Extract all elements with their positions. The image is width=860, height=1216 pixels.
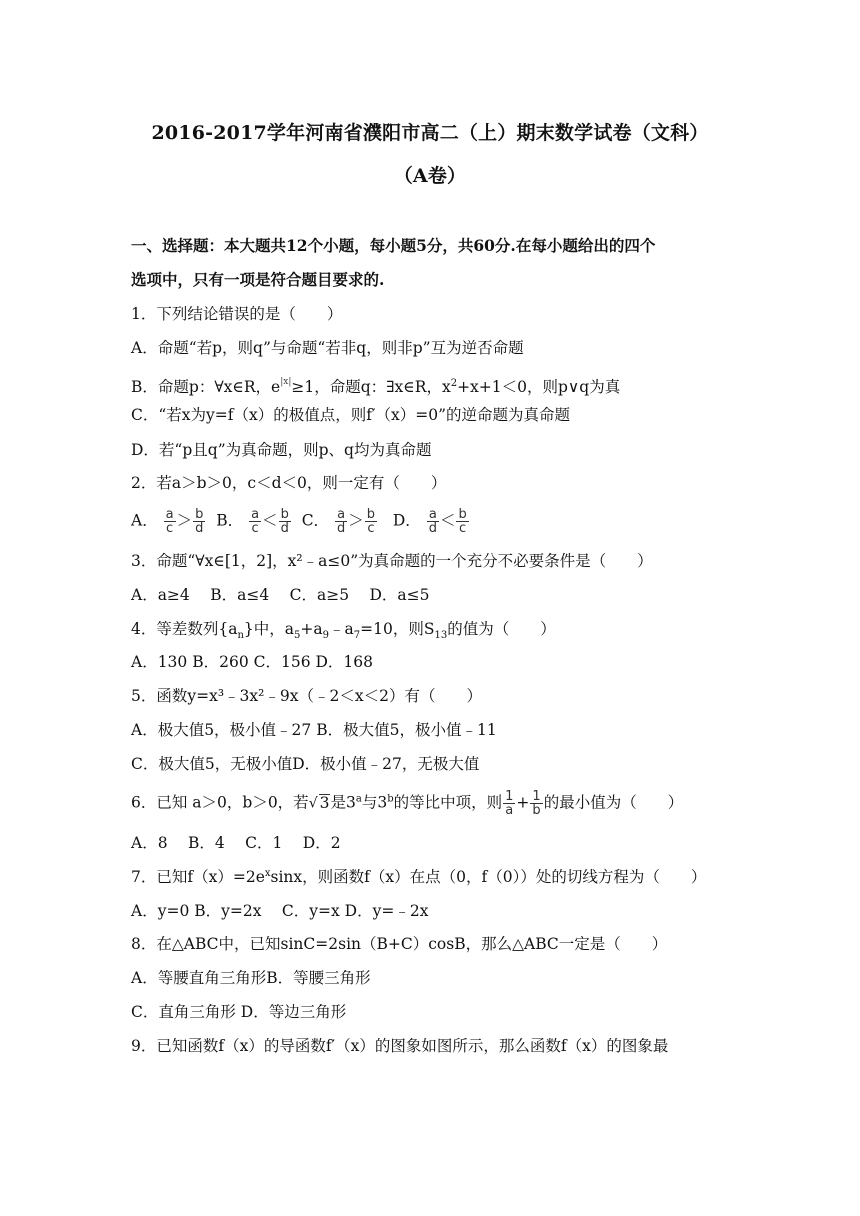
q1-b-text-2: ≥1，命题q：∃x∈R，x bbox=[291, 378, 451, 396]
q7-text-2: sinx，则函数f（x）在点（0，f（0））处的切线方程为（ ） bbox=[270, 868, 707, 886]
denominator: a bbox=[505, 803, 514, 818]
q4-sub-9: 9 bbox=[322, 630, 330, 642]
q6-text-5: 的最小值为（ ） bbox=[543, 793, 684, 812]
numerator: a bbox=[337, 507, 346, 522]
numerator: b bbox=[280, 507, 289, 522]
numerator: a bbox=[251, 507, 260, 522]
q2-stem: 2．若a＞b＞0，c＜d＜0，则一定有（ ） bbox=[131, 474, 447, 492]
denominator: b bbox=[532, 803, 541, 818]
q1-b-text-1: B．命题p：∀x∈R，e bbox=[131, 378, 281, 396]
denominator: c bbox=[166, 521, 174, 536]
q1-b-abs-exponent: |x| bbox=[280, 377, 292, 387]
q5-stem: 5．函数y=x³﹣3x²﹣9x（﹣2＜x＜2）有（ ） bbox=[131, 687, 482, 705]
denominator: c bbox=[367, 521, 375, 536]
denominator: d bbox=[337, 521, 346, 536]
fraction-b-over-c bbox=[365, 508, 377, 535]
q5-options-ab: A．极大值5，极小值﹣27 B．极大值5，极小值﹣11 bbox=[131, 721, 497, 739]
numerator: a bbox=[165, 507, 174, 522]
q1-b-sup: 2 bbox=[450, 377, 458, 389]
numerator: b bbox=[458, 507, 467, 522]
q4-sub-n: n bbox=[237, 630, 244, 642]
q1-option-c: C．“若x为y=f（x）的极值点，则f′（x）=0”的逆命题为真命题 bbox=[131, 406, 571, 424]
q4-sub-13: 13 bbox=[434, 630, 448, 642]
q2-options bbox=[131, 508, 470, 535]
fraction-a-over-d bbox=[427, 508, 439, 535]
q2-a-relation: ＞ bbox=[176, 511, 193, 530]
q6-text-1: 6．已知 a＞0，b＞0，若 bbox=[131, 793, 309, 812]
section-heading-2: 选项中，只有一项是符合题目要求的. bbox=[131, 270, 385, 289]
fraction-a-over-c bbox=[249, 508, 261, 535]
denominator: d bbox=[428, 521, 437, 536]
q4-text-2: }中，a bbox=[243, 620, 295, 638]
fraction-a-over-d bbox=[335, 508, 347, 535]
sqrt-icon: √ bbox=[308, 795, 318, 812]
q4-sub-5: 5 bbox=[294, 630, 301, 642]
q6-plus: + bbox=[516, 793, 530, 812]
q9-stem: 9．已知函数f（x）的导函数f′（x）的图象如图所示，那么函数f（x）的图象最 bbox=[131, 1037, 669, 1055]
q6-text-2: 是3 bbox=[330, 793, 356, 812]
q6-text-3: 与3 bbox=[361, 793, 388, 812]
q6-sqrt-value: 3 bbox=[319, 793, 330, 812]
q6-sup-a: a bbox=[355, 793, 362, 805]
q1-option-b bbox=[131, 372, 620, 397]
q2-label-d: D． bbox=[392, 511, 421, 530]
q8-options-cd: C．直角三角形 D．等边三角形 bbox=[131, 1003, 347, 1021]
q2-label-c: C． bbox=[301, 511, 330, 530]
q3-options: A．a≥4 B．a≤4 C．a≥5 D．a≤5 bbox=[131, 586, 430, 604]
q4-text-4: ﹣a bbox=[329, 620, 354, 638]
q1-option-d: D．若“p且q”为真命题，则p、q均为真命题 bbox=[131, 441, 432, 459]
q1-stem: 1．下列结论错误的是（ ） bbox=[131, 305, 343, 323]
fraction-one-over-b bbox=[530, 790, 542, 817]
q7-sup-x: x bbox=[264, 867, 271, 879]
exam-title-line1: 2016-2017学年河南省濮阳市高二（上）期末数学试卷（文科） bbox=[151, 122, 709, 144]
q2-b-relation: ＜ bbox=[262, 511, 278, 530]
q4-text-6: 的值为（ ） bbox=[447, 620, 556, 638]
q4-text-1: 4．等差数列{a bbox=[131, 620, 238, 638]
denominator: d bbox=[280, 521, 289, 536]
numerator: 1 bbox=[505, 789, 514, 804]
fraction-b-over-c bbox=[456, 508, 468, 535]
numerator: 1 bbox=[532, 789, 541, 804]
q4-options: A．130 B．260 C．156 D．168 bbox=[131, 653, 373, 671]
denominator: c bbox=[251, 521, 259, 536]
q4-text-3: +a bbox=[300, 620, 323, 638]
q2-c-relation: ＞ bbox=[348, 511, 364, 530]
fraction-b-over-d bbox=[193, 508, 205, 535]
numerator: b bbox=[366, 507, 376, 522]
fraction-a-over-c bbox=[164, 508, 176, 535]
exam-title-line2: （A卷） bbox=[393, 165, 467, 187]
fraction-b-over-d bbox=[279, 508, 291, 535]
q7-text-1: 7．已知f（x）=2e bbox=[131, 868, 265, 886]
numerator: a bbox=[428, 507, 437, 522]
q6-text-4: 的等比中项，则 bbox=[393, 793, 503, 812]
q1-b-text-3: +x+1＜0，则p∨q为真 bbox=[457, 378, 621, 396]
q8-options-ab: A．等腰直角三角形B．等腰三角形 bbox=[131, 969, 371, 987]
q8-stem: 8．在△ABC中，已知sinC=2sin（B+C）cosB，那么△ABC一定是（ ） bbox=[131, 935, 668, 953]
q3-stem: 3．命题“∀x∈[1，2]，x²﹣a≤0”为真命题的一个充分不必要条件是（ ） bbox=[131, 552, 653, 570]
q4-text-5: =10，则S bbox=[360, 620, 435, 638]
denominator: d bbox=[195, 521, 204, 536]
q6-options: A．8 B．4 C．1 D．2 bbox=[131, 834, 341, 852]
q5-options-cd: C．极大值5，无极小值D．极小值﹣27，无极大值 bbox=[131, 755, 480, 773]
q4-stem bbox=[131, 619, 556, 642]
q6-sup-b: b bbox=[387, 793, 394, 805]
denominator: c bbox=[459, 521, 467, 536]
q2-label-a: A． bbox=[131, 511, 158, 530]
fraction-one-over-a bbox=[503, 790, 515, 817]
numerator: b bbox=[195, 507, 204, 522]
q6-stem bbox=[131, 790, 683, 817]
q7-stem bbox=[131, 867, 706, 887]
q1-option-a: A．命题“若p，则q”与命题“若非q，则非p”互为逆否命题 bbox=[131, 339, 524, 357]
q7-options: A．y=0 B．y=2x C．y=x D．y=﹣2x bbox=[131, 902, 429, 920]
q2-d-relation: ＜ bbox=[439, 511, 456, 530]
q2-label-b: B． bbox=[216, 511, 244, 530]
section-heading-1: 一、选择题：本大题共12个小题，每小题5分，共60分.在每小题给出的四个 bbox=[131, 236, 656, 255]
q4-sub-7: 7 bbox=[353, 630, 361, 642]
